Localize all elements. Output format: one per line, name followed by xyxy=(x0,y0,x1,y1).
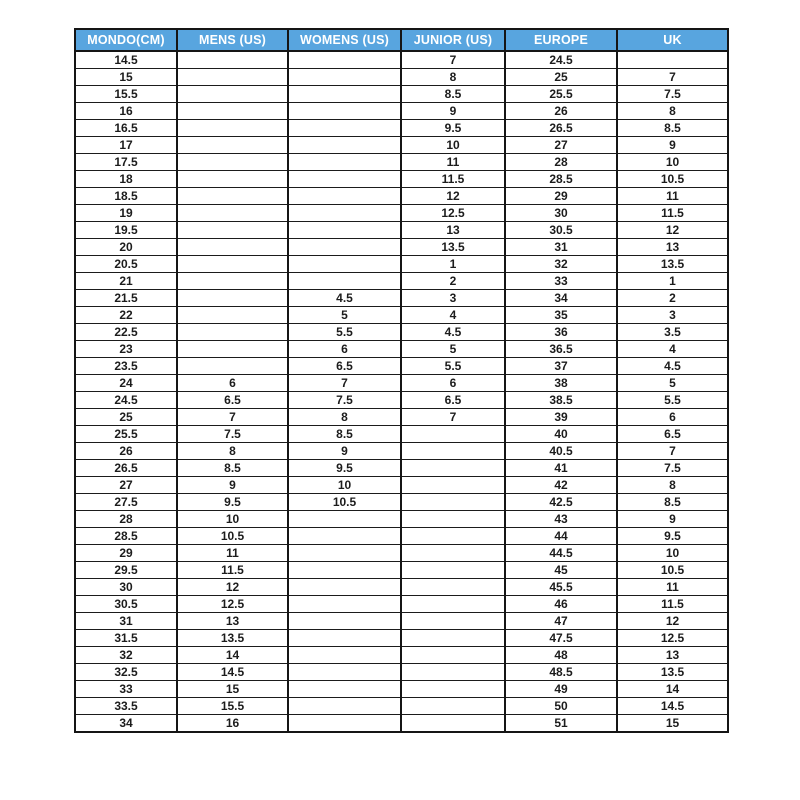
table-cell: 9.5 xyxy=(401,120,505,137)
table-cell: 34 xyxy=(75,715,177,733)
table-cell: 12 xyxy=(617,222,728,239)
column-header-womens-us: WOMENS (US) xyxy=(288,29,401,51)
table-cell: 15 xyxy=(617,715,728,733)
table-row xyxy=(75,171,728,188)
table-cell xyxy=(401,698,505,715)
table-cell: 28.5 xyxy=(75,528,177,545)
table-row xyxy=(75,120,728,137)
table-cell: 8 xyxy=(177,443,288,460)
table-cell: 13.5 xyxy=(617,256,728,273)
table-cell: 5 xyxy=(617,375,728,392)
table-row xyxy=(75,375,728,392)
table-cell: 13 xyxy=(401,222,505,239)
table-cell: 17.5 xyxy=(75,154,177,171)
table-cell: 12.5 xyxy=(617,630,728,647)
table-cell: 13 xyxy=(617,239,728,256)
table-cell: 9 xyxy=(617,511,728,528)
table-cell: 20.5 xyxy=(75,256,177,273)
table-cell: 13.5 xyxy=(401,239,505,256)
table-cell: 12 xyxy=(401,188,505,205)
table-cell: 38 xyxy=(505,375,617,392)
table-cell: 40.5 xyxy=(505,443,617,460)
table-cell xyxy=(177,205,288,222)
table-cell xyxy=(288,222,401,239)
table-cell: 42 xyxy=(505,477,617,494)
table-cell: 28 xyxy=(505,154,617,171)
shoe-size-conversion-table xyxy=(74,28,729,733)
table-cell xyxy=(288,647,401,664)
table-cell xyxy=(288,681,401,698)
table-cell: 22.5 xyxy=(75,324,177,341)
table-cell xyxy=(288,51,401,69)
table-cell xyxy=(288,579,401,596)
table-cell: 3 xyxy=(617,307,728,324)
table-cell: 44.5 xyxy=(505,545,617,562)
table-row xyxy=(75,494,728,511)
table-cell xyxy=(177,120,288,137)
table-cell: 12.5 xyxy=(177,596,288,613)
table-cell: 26.5 xyxy=(75,460,177,477)
table-row xyxy=(75,511,728,528)
table-cell: 9 xyxy=(401,103,505,120)
table-cell: 11 xyxy=(617,188,728,205)
table-row xyxy=(75,460,728,477)
table-row xyxy=(75,205,728,222)
table-cell xyxy=(288,103,401,120)
table-cell: 5.5 xyxy=(401,358,505,375)
table-cell xyxy=(177,222,288,239)
table-cell: 34 xyxy=(505,290,617,307)
table-cell: 33 xyxy=(75,681,177,698)
table-cell: 35 xyxy=(505,307,617,324)
table-cell: 12 xyxy=(617,613,728,630)
table-cell xyxy=(288,613,401,630)
table-cell: 11.5 xyxy=(617,205,728,222)
table-cell: 8 xyxy=(401,69,505,86)
table-row xyxy=(75,51,728,69)
table-cell: 25 xyxy=(505,69,617,86)
table-row xyxy=(75,239,728,256)
table-cell xyxy=(288,562,401,579)
table-row xyxy=(75,290,728,307)
table-cell: 6 xyxy=(288,341,401,358)
table-cell: 19.5 xyxy=(75,222,177,239)
table-row xyxy=(75,273,728,290)
table-cell: 1 xyxy=(617,273,728,290)
table-cell: 11.5 xyxy=(401,171,505,188)
table-cell: 2 xyxy=(401,273,505,290)
table-row xyxy=(75,341,728,358)
table-cell: 4 xyxy=(617,341,728,358)
table-cell: 16.5 xyxy=(75,120,177,137)
table-cell: 24 xyxy=(75,375,177,392)
table-cell: 49 xyxy=(505,681,617,698)
table-cell: 9 xyxy=(177,477,288,494)
table-cell: 44 xyxy=(505,528,617,545)
table-row xyxy=(75,681,728,698)
table-cell: 21.5 xyxy=(75,290,177,307)
table-cell: 4.5 xyxy=(288,290,401,307)
table-cell: 8.5 xyxy=(617,120,728,137)
column-header-uk: UK xyxy=(617,29,728,51)
table-row xyxy=(75,154,728,171)
table-cell xyxy=(288,256,401,273)
table-cell: 29 xyxy=(505,188,617,205)
table-cell xyxy=(288,69,401,86)
table-cell: 32.5 xyxy=(75,664,177,681)
table-cell xyxy=(401,630,505,647)
table-cell: 46 xyxy=(505,596,617,613)
table-cell: 6 xyxy=(401,375,505,392)
table-cell xyxy=(401,562,505,579)
table-cell: 4.5 xyxy=(617,358,728,375)
table-cell: 30.5 xyxy=(505,222,617,239)
table-cell: 14.5 xyxy=(75,51,177,69)
table-cell xyxy=(288,120,401,137)
table-cell: 32 xyxy=(75,647,177,664)
table-cell: 27 xyxy=(75,477,177,494)
table-cell: 38.5 xyxy=(505,392,617,409)
table-cell: 13 xyxy=(617,647,728,664)
table-cell xyxy=(177,273,288,290)
table-cell: 17 xyxy=(75,137,177,154)
table-cell xyxy=(288,273,401,290)
table-cell xyxy=(177,154,288,171)
table-cell xyxy=(177,341,288,358)
table-cell: 30 xyxy=(505,205,617,222)
table-cell xyxy=(177,86,288,103)
column-header-europe: EUROPE xyxy=(505,29,617,51)
table-cell xyxy=(288,205,401,222)
table-cell: 4.5 xyxy=(401,324,505,341)
table-row xyxy=(75,596,728,613)
table-cell xyxy=(401,477,505,494)
table-cell xyxy=(401,426,505,443)
table-cell: 7 xyxy=(288,375,401,392)
table-cell: 29 xyxy=(75,545,177,562)
table-cell: 28.5 xyxy=(505,171,617,188)
column-header-mondo-cm: MONDO(CM) xyxy=(75,29,177,51)
table-cell xyxy=(401,511,505,528)
table-cell xyxy=(401,664,505,681)
table-cell: 26 xyxy=(505,103,617,120)
table-cell: 36.5 xyxy=(505,341,617,358)
table-row xyxy=(75,409,728,426)
table-cell xyxy=(177,171,288,188)
table-row xyxy=(75,613,728,630)
table-cell: 10 xyxy=(617,154,728,171)
table-cell: 48 xyxy=(505,647,617,664)
table-cell: 5 xyxy=(288,307,401,324)
column-header-junior-us: JUNIOR (US) xyxy=(401,29,505,51)
table-cell: 23.5 xyxy=(75,358,177,375)
table-cell: 37 xyxy=(505,358,617,375)
table-cell: 8.5 xyxy=(177,460,288,477)
table-cell xyxy=(288,511,401,528)
table-cell: 45.5 xyxy=(505,579,617,596)
table-cell: 41 xyxy=(505,460,617,477)
table-cell: 25 xyxy=(75,409,177,426)
table-cell xyxy=(177,69,288,86)
table-cell: 12.5 xyxy=(401,205,505,222)
table-row xyxy=(75,562,728,579)
table-cell: 42.5 xyxy=(505,494,617,511)
table-cell: 6.5 xyxy=(177,392,288,409)
table-cell: 11 xyxy=(617,579,728,596)
table-cell: 30.5 xyxy=(75,596,177,613)
table-cell xyxy=(288,596,401,613)
table-cell: 10 xyxy=(617,545,728,562)
table-cell: 6.5 xyxy=(401,392,505,409)
table-cell: 19 xyxy=(75,205,177,222)
table-cell: 6.5 xyxy=(288,358,401,375)
table-cell: 9.5 xyxy=(617,528,728,545)
table-cell xyxy=(617,51,728,69)
table-cell: 11.5 xyxy=(617,596,728,613)
table-row xyxy=(75,69,728,86)
table-cell: 31.5 xyxy=(75,630,177,647)
table-cell xyxy=(401,545,505,562)
table-cell: 5.5 xyxy=(617,392,728,409)
table-cell: 11 xyxy=(177,545,288,562)
table-cell: 25.5 xyxy=(75,426,177,443)
header-row xyxy=(75,29,728,51)
table-row xyxy=(75,715,728,733)
table-cell: 8.5 xyxy=(617,494,728,511)
table-cell: 31 xyxy=(505,239,617,256)
table-cell: 10.5 xyxy=(617,562,728,579)
table-cell: 12 xyxy=(177,579,288,596)
table-cell: 30 xyxy=(75,579,177,596)
table-cell: 10 xyxy=(401,137,505,154)
table-body xyxy=(75,51,728,732)
table-cell: 7 xyxy=(617,69,728,86)
table-cell: 14 xyxy=(177,647,288,664)
table-row xyxy=(75,137,728,154)
table-cell: 9.5 xyxy=(177,494,288,511)
table-cell: 47.5 xyxy=(505,630,617,647)
table-cell: 9.5 xyxy=(288,460,401,477)
table-cell: 50 xyxy=(505,698,617,715)
table-cell: 43 xyxy=(505,511,617,528)
table-cell xyxy=(401,681,505,698)
table-cell: 7.5 xyxy=(617,460,728,477)
table-cell xyxy=(288,154,401,171)
table-row xyxy=(75,426,728,443)
table-row xyxy=(75,392,728,409)
table-row xyxy=(75,630,728,647)
table-cell: 39 xyxy=(505,409,617,426)
table-cell: 24.5 xyxy=(75,392,177,409)
table-cell: 10 xyxy=(177,511,288,528)
table-cell: 32 xyxy=(505,256,617,273)
table-row xyxy=(75,647,728,664)
table-cell: 10.5 xyxy=(288,494,401,511)
table-row xyxy=(75,545,728,562)
table-cell xyxy=(288,171,401,188)
table-cell: 24.5 xyxy=(505,51,617,69)
table-cell xyxy=(288,188,401,205)
table-cell: 48.5 xyxy=(505,664,617,681)
table-cell: 26.5 xyxy=(505,120,617,137)
table-cell: 10.5 xyxy=(177,528,288,545)
column-header-mens-us: MENS (US) xyxy=(177,29,288,51)
table-cell: 27.5 xyxy=(75,494,177,511)
table-row xyxy=(75,358,728,375)
table-cell: 20 xyxy=(75,239,177,256)
table-cell xyxy=(401,715,505,733)
table-cell xyxy=(177,188,288,205)
table-cell xyxy=(401,528,505,545)
table-cell: 23 xyxy=(75,341,177,358)
table-row xyxy=(75,698,728,715)
table-cell xyxy=(288,715,401,733)
table-cell: 11.5 xyxy=(177,562,288,579)
table-cell: 33.5 xyxy=(75,698,177,715)
table-cell: 4 xyxy=(401,307,505,324)
table-cell: 51 xyxy=(505,715,617,733)
table-cell: 3 xyxy=(401,290,505,307)
table-cell: 22 xyxy=(75,307,177,324)
table-cell xyxy=(401,579,505,596)
table-cell: 15.5 xyxy=(177,698,288,715)
table-cell: 16 xyxy=(75,103,177,120)
table-cell xyxy=(177,256,288,273)
table-cell: 14.5 xyxy=(617,698,728,715)
table-cell: 31 xyxy=(75,613,177,630)
table-cell xyxy=(401,443,505,460)
table-cell: 8.5 xyxy=(288,426,401,443)
table-row xyxy=(75,477,728,494)
table-cell xyxy=(288,86,401,103)
table-cell xyxy=(401,596,505,613)
table-cell: 8 xyxy=(288,409,401,426)
table-row xyxy=(75,307,728,324)
table-cell: 26 xyxy=(75,443,177,460)
table-cell: 10.5 xyxy=(617,171,728,188)
table-row xyxy=(75,86,728,103)
table-cell: 3.5 xyxy=(617,324,728,341)
table-row xyxy=(75,664,728,681)
table-cell: 13.5 xyxy=(617,664,728,681)
table-cell xyxy=(177,51,288,69)
table-cell: 7.5 xyxy=(177,426,288,443)
table-row xyxy=(75,103,728,120)
table-cell: 11 xyxy=(401,154,505,171)
table-cell: 9 xyxy=(617,137,728,154)
table-cell: 15 xyxy=(177,681,288,698)
table-cell: 9 xyxy=(288,443,401,460)
table-cell xyxy=(288,664,401,681)
table-cell: 16 xyxy=(177,715,288,733)
table-cell xyxy=(401,647,505,664)
table-cell: 18 xyxy=(75,171,177,188)
table-cell: 2 xyxy=(617,290,728,307)
table-cell: 10 xyxy=(288,477,401,494)
table-cell xyxy=(288,630,401,647)
table-cell: 18.5 xyxy=(75,188,177,205)
table-cell: 14.5 xyxy=(177,664,288,681)
table-cell: 8 xyxy=(617,103,728,120)
table-cell: 8 xyxy=(617,477,728,494)
table-cell: 8.5 xyxy=(401,86,505,103)
table-header xyxy=(75,29,728,51)
table-cell: 47 xyxy=(505,613,617,630)
table-row xyxy=(75,443,728,460)
table-row xyxy=(75,188,728,205)
table-cell: 7 xyxy=(177,409,288,426)
table-cell xyxy=(288,545,401,562)
table-cell: 25.5 xyxy=(505,86,617,103)
table-row xyxy=(75,528,728,545)
table-cell: 13 xyxy=(177,613,288,630)
table-cell: 1 xyxy=(401,256,505,273)
table-cell: 28 xyxy=(75,511,177,528)
table-cell: 7 xyxy=(401,409,505,426)
table-cell: 7.5 xyxy=(288,392,401,409)
table-cell: 13.5 xyxy=(177,630,288,647)
table-cell: 33 xyxy=(505,273,617,290)
table-cell: 40 xyxy=(505,426,617,443)
table-cell: 7.5 xyxy=(617,86,728,103)
table-cell xyxy=(177,324,288,341)
table-cell xyxy=(401,613,505,630)
table-cell: 15 xyxy=(75,69,177,86)
table-cell: 7 xyxy=(401,51,505,69)
table-cell xyxy=(288,137,401,154)
table-cell xyxy=(288,239,401,256)
table-cell: 7 xyxy=(617,443,728,460)
table-cell xyxy=(401,460,505,477)
table-cell xyxy=(177,307,288,324)
table-cell: 14 xyxy=(617,681,728,698)
table-cell xyxy=(177,103,288,120)
table-cell: 36 xyxy=(505,324,617,341)
table-row xyxy=(75,324,728,341)
table-cell: 21 xyxy=(75,273,177,290)
table-row xyxy=(75,579,728,596)
table-cell: 5.5 xyxy=(288,324,401,341)
table-row xyxy=(75,222,728,239)
table-cell: 6 xyxy=(617,409,728,426)
table-cell: 45 xyxy=(505,562,617,579)
table-cell xyxy=(177,358,288,375)
table-cell: 15.5 xyxy=(75,86,177,103)
table-cell xyxy=(401,494,505,511)
table-cell xyxy=(288,698,401,715)
table-cell: 29.5 xyxy=(75,562,177,579)
table-cell: 5 xyxy=(401,341,505,358)
table-cell: 6.5 xyxy=(617,426,728,443)
table-cell xyxy=(177,239,288,256)
table-cell: 27 xyxy=(505,137,617,154)
table-cell xyxy=(177,137,288,154)
table-cell: 6 xyxy=(177,375,288,392)
table-cell xyxy=(288,528,401,545)
table-cell xyxy=(177,290,288,307)
table-row xyxy=(75,256,728,273)
